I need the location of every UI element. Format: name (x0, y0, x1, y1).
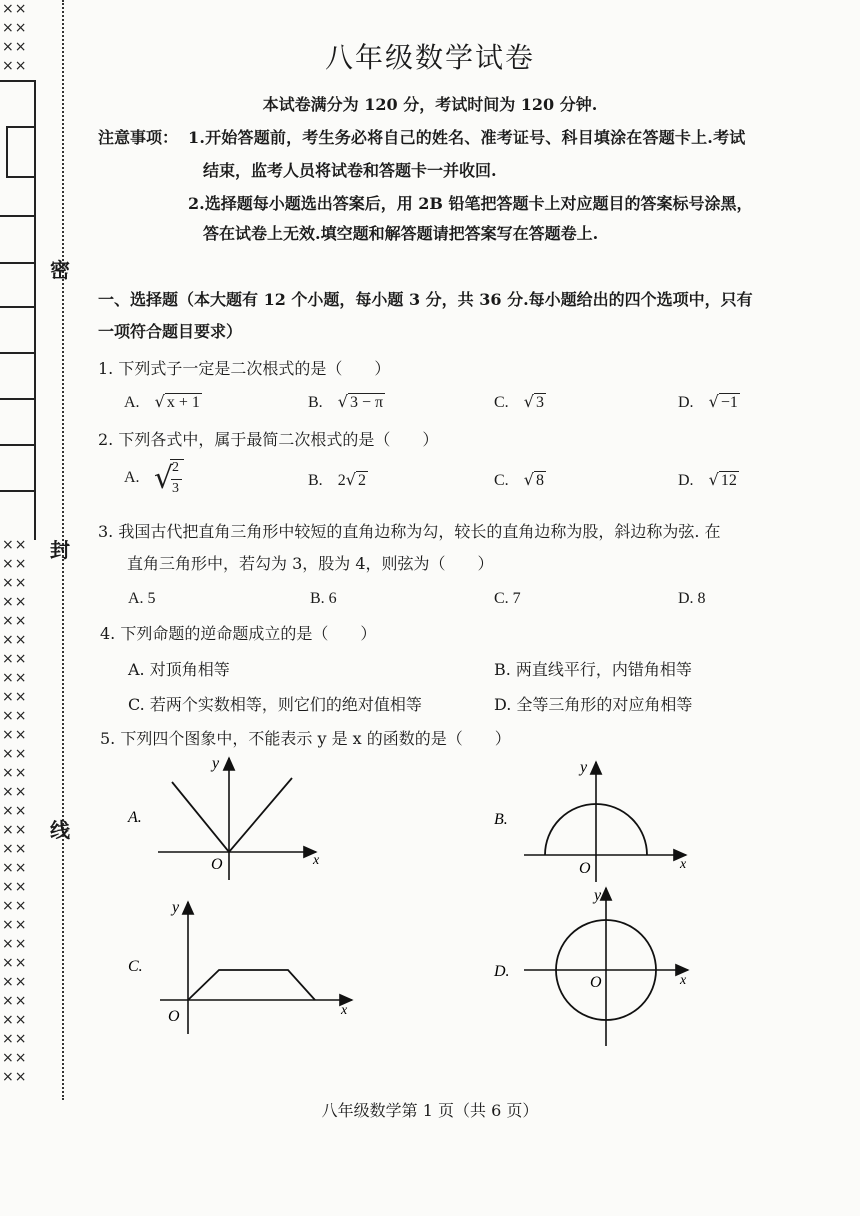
binding-x-mark: ×× (2, 670, 28, 686)
question-3-stem-cont: 直角三角形中，若勾为 3，股为 4，则弦为（ ） (127, 554, 494, 573)
graph-c-label: C. (128, 958, 143, 975)
exam-info: 本试卷满分为 120 分，考试时间为 120 分钟. (262, 95, 598, 114)
q4-option-d: D. 全等三角形的对应角相等 (494, 695, 693, 714)
question-1-stem: 1. 下列式子一定是二次根式的是（ ） (98, 359, 391, 378)
binding-x-mark: ×× (2, 1012, 28, 1028)
note-line: 2.选择题每小题选出答案后，用 2B 铅笔把答题卡上对应题目的答案标号涂黑， (188, 194, 753, 213)
binding-x-mark: ×× (2, 917, 28, 933)
seal-char-feng: 封 (50, 538, 70, 562)
graph-c-curve (188, 970, 315, 1000)
question-3-stem: 3. 我国古代把直角三角形中较短的直角边称为勾，较长的直角边称为股，斜边称为弦. 在 (98, 522, 721, 541)
q3-option-d: D. 8 (678, 590, 706, 607)
binding-x-mark: ×× (2, 974, 28, 990)
exam-title: 八年级数学试卷 (324, 41, 535, 74)
q2-option-b: B. 2√ 2 (308, 470, 366, 489)
note-line: 结束，监考人员将试卷和答题卡一并收回. (203, 161, 497, 180)
graph-d-label: D. (494, 963, 510, 980)
graph-a-curve (172, 778, 292, 852)
q1-option-b: B. √ 3 − π (308, 392, 384, 411)
binding-x-mark: ×× (2, 746, 28, 762)
question-2-stem: 2. 下列各式中，属于最简二次根式的是（ ） (98, 430, 439, 449)
binding-x-mark: ×× (2, 860, 28, 876)
binding-x-mark: ×× (2, 841, 28, 857)
seal-char-xian: 线 (50, 818, 70, 842)
graph-b-x-label: x (680, 857, 687, 872)
q4-option-a: A. 对顶角相等 (128, 660, 230, 679)
graph-d-y-label: y (594, 887, 602, 904)
note-line: 1.开始答题前，考生务必将自己的姓名、准考证号、科目填涂在答题卡上.考试 (188, 128, 746, 147)
binding-x-mark: ×× (2, 993, 28, 1009)
binding-x-mark: ×× (2, 613, 28, 629)
binding-x-mark: ×× (2, 1069, 28, 1085)
binding-x-mark: ×× (2, 594, 28, 610)
section-heading: 一、选择题（本大题有 12 个小题，每小题 3 分，共 36 分.每小题给出的四个选项中，只有 (98, 290, 753, 309)
binding-x-mark: ×× (2, 727, 28, 743)
graph-a-x-label: x (313, 853, 320, 868)
binding-x-mark: ×× (2, 651, 28, 667)
graph-a-label: A. (128, 809, 142, 826)
notes-label: 注意事项： (98, 128, 179, 147)
binding-x-mark: ×× (2, 575, 28, 591)
graph-b-label: B. (494, 811, 508, 828)
q1-option-d: D. √ −1 (678, 392, 738, 411)
binding-x-mark: ×× (2, 898, 28, 914)
binding-x-mark: ×× (2, 537, 28, 553)
binding-x-mark: ×× (2, 708, 28, 724)
q4-option-b: B. 两直线平行，内错角相等 (494, 660, 692, 679)
binding-x-mark: ×× (2, 936, 28, 952)
graph-b-y-label: y (580, 759, 588, 776)
binding-x-mark: ×× (2, 689, 28, 705)
graph-a-origin: O (211, 856, 223, 873)
seal-char-mi: 密 (50, 258, 70, 282)
question-5-stem: 5. 下列四个图象中，不能表示 y 是 x 的函数的是（ ） (100, 729, 511, 748)
binding-x-mark: ×× (2, 1031, 28, 1047)
binding-x-mark: ×× (2, 784, 28, 800)
graph-b-origin: O (579, 860, 591, 877)
q2-option-c: C. √ 8 (494, 470, 544, 489)
graph-c-origin: O (168, 1008, 180, 1025)
page-footer: 八年级数学第 1 页（共 6 页） (321, 1101, 539, 1120)
q1-option-c: C. √ 3 (494, 392, 544, 411)
section-heading-cont: 一项符合题目要求） (98, 322, 243, 341)
q3-option-a: A. 5 (128, 590, 156, 607)
q3-option-b: B. 6 (310, 590, 337, 607)
q4-option-c: C. 若两个实数相等，则它们的绝对值相等 (128, 695, 422, 714)
binding-x-mark: ×× (2, 803, 28, 819)
question-4-stem: 4. 下列命题的逆命题成立的是（ ） (100, 624, 377, 643)
binding-x-marks-top: ×× ×× ×× ×× (2, 1, 28, 74)
binding-x-mark: ×× (2, 632, 28, 648)
binding-x-mark: ×× (2, 879, 28, 895)
graph-d-x-label: x (680, 973, 687, 988)
graph-a-y-label: y (212, 755, 220, 772)
binding-x-mark: ×× (2, 556, 28, 572)
q1-option-a: A. √ x + 1 (124, 392, 200, 411)
q2-option-d: D. √ 12 (678, 470, 737, 489)
binding-x-mark: ×× (2, 822, 28, 838)
graph-c-y-label: y (172, 899, 180, 916)
binding-x-mark: ×× (2, 765, 28, 781)
graph-c-x-label: x (341, 1003, 348, 1018)
note-line: 答在试卷上无效.填空题和解答题请把答案写在答题卷上. (203, 224, 599, 243)
binding-x-mark: ×× (2, 955, 28, 971)
graph-d-origin: O (590, 974, 602, 991)
binding-x-mark: ×× (2, 1050, 28, 1066)
q3-option-c: C. 7 (494, 590, 521, 607)
